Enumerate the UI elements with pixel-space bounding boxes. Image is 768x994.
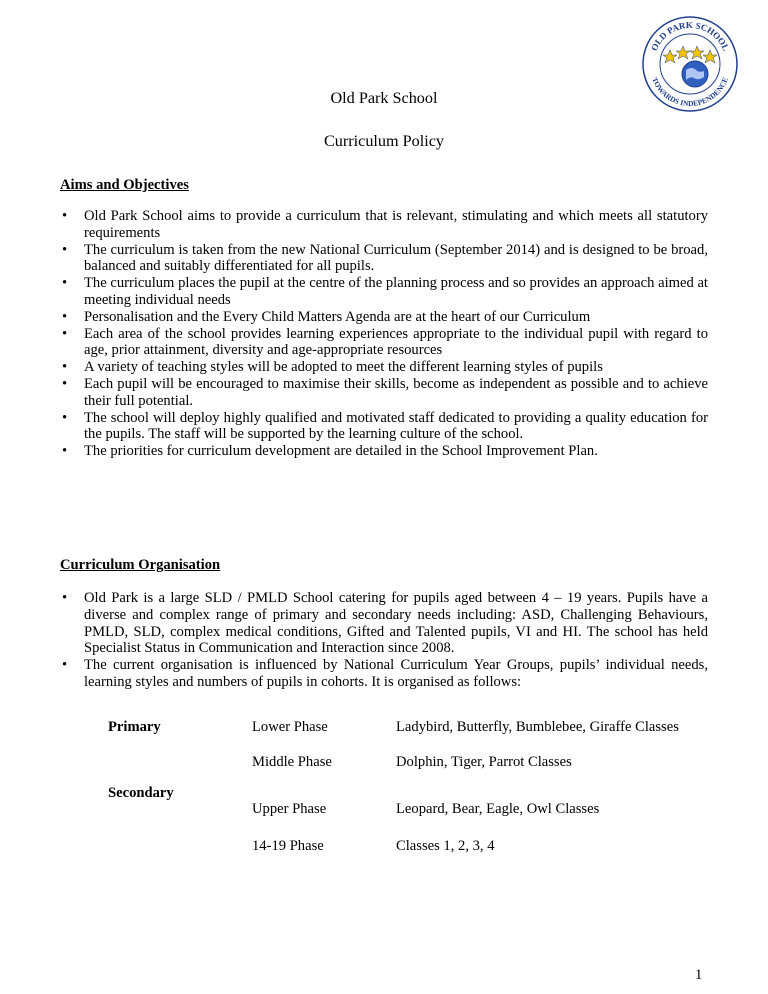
list-item: • Each area of the school provides learning experiences appropriate to the individual pupil with regard to age, prior attainment, diversity and age-appropriate resources bbox=[60, 326, 708, 360]
school-name: Old Park School bbox=[330, 89, 438, 107]
list-item: • The curriculum is taken from the new National Curriculum (September 2014) and is designed to be broad, balanced and suitably differentiated for all pupils. bbox=[60, 242, 708, 276]
page-number: 1 bbox=[695, 967, 703, 983]
phase-name: 14-19 Phase bbox=[252, 838, 324, 854]
phase-classes: Leopard, Bear, Eagle, Owl Classes bbox=[396, 801, 600, 817]
globe-icon bbox=[682, 61, 708, 87]
list-item: • The priorities for curriculum development are detailed in the School Improvement Plan. bbox=[60, 443, 708, 460]
stars-icon bbox=[663, 46, 717, 63]
list-item: • The curriculum places the pupil at the centre of the planning process and so provides an approach aimed at meeting individual needs bbox=[60, 275, 708, 309]
list-item: • The current organisation is influenced by National Curriculum Year Groups, pupils’ individual needs, learning styles and numbers of pupils in cohorts. It is organised as follows: bbox=[60, 657, 708, 691]
primary-label: Primary bbox=[108, 719, 161, 735]
logo-bottom-text: TOWARDS INDEPENDENCE bbox=[650, 76, 730, 109]
document-title: Curriculum Policy bbox=[323, 132, 445, 150]
organisation-list bbox=[60, 590, 708, 691]
list-item: • The school will deploy highly qualified and motivated staff dedicated to providing a quality education for the pupils. The staff will be supported by the learning culture of the school. bbox=[60, 410, 708, 444]
phase-name: Upper Phase bbox=[252, 801, 327, 817]
phase-classes: Dolphin, Tiger, Parrot Classes bbox=[396, 754, 572, 770]
section-heading-organisation: Curriculum Organisation bbox=[60, 557, 221, 573]
secondary-label: Secondary bbox=[108, 785, 174, 801]
list-item: • Each pupil will be encouraged to maximise their skills, become as independent as possible and to achieve their full potential. bbox=[60, 376, 708, 410]
list-item: • Personalisation and the Every Child Matters Agenda are at the heart of our Curriculum bbox=[60, 309, 708, 326]
phase-classes: Classes 1, 2, 3, 4 bbox=[396, 838, 495, 854]
list-item: • Old Park School aims to provide a curriculum that is relevant, stimulating and which meets all statutory requirements bbox=[60, 208, 708, 242]
aims-list bbox=[60, 208, 708, 460]
list-item: • Old Park is a large SLD / PMLD School catering for pupils aged between 4 – 19 years. Pupils have a diverse and complex range of primary and secondary needs including: ASD, Challenging Behaviours, PMLD, SLD, complex medical conditions, Gifted and Talented pupils, VI and HI. The school has held Specialist Status in Communication and Interaction since 2008. bbox=[60, 590, 708, 657]
logo-top-text: OLD PARK SCHOOL bbox=[648, 19, 732, 53]
section-heading-aims: Aims and Objectives bbox=[60, 177, 189, 193]
list-item: • A variety of teaching styles will be adopted to meet the different learning styles of pupils bbox=[60, 359, 708, 376]
phase-name: Lower Phase bbox=[252, 719, 328, 735]
svg-text:OLD PARK SCHOOL bbox=[649, 20, 731, 52]
phase-classes: Ladybird, Butterfly, Bumblebee, Giraffe Classes bbox=[396, 719, 679, 735]
phase-name: Middle Phase bbox=[252, 754, 332, 770]
